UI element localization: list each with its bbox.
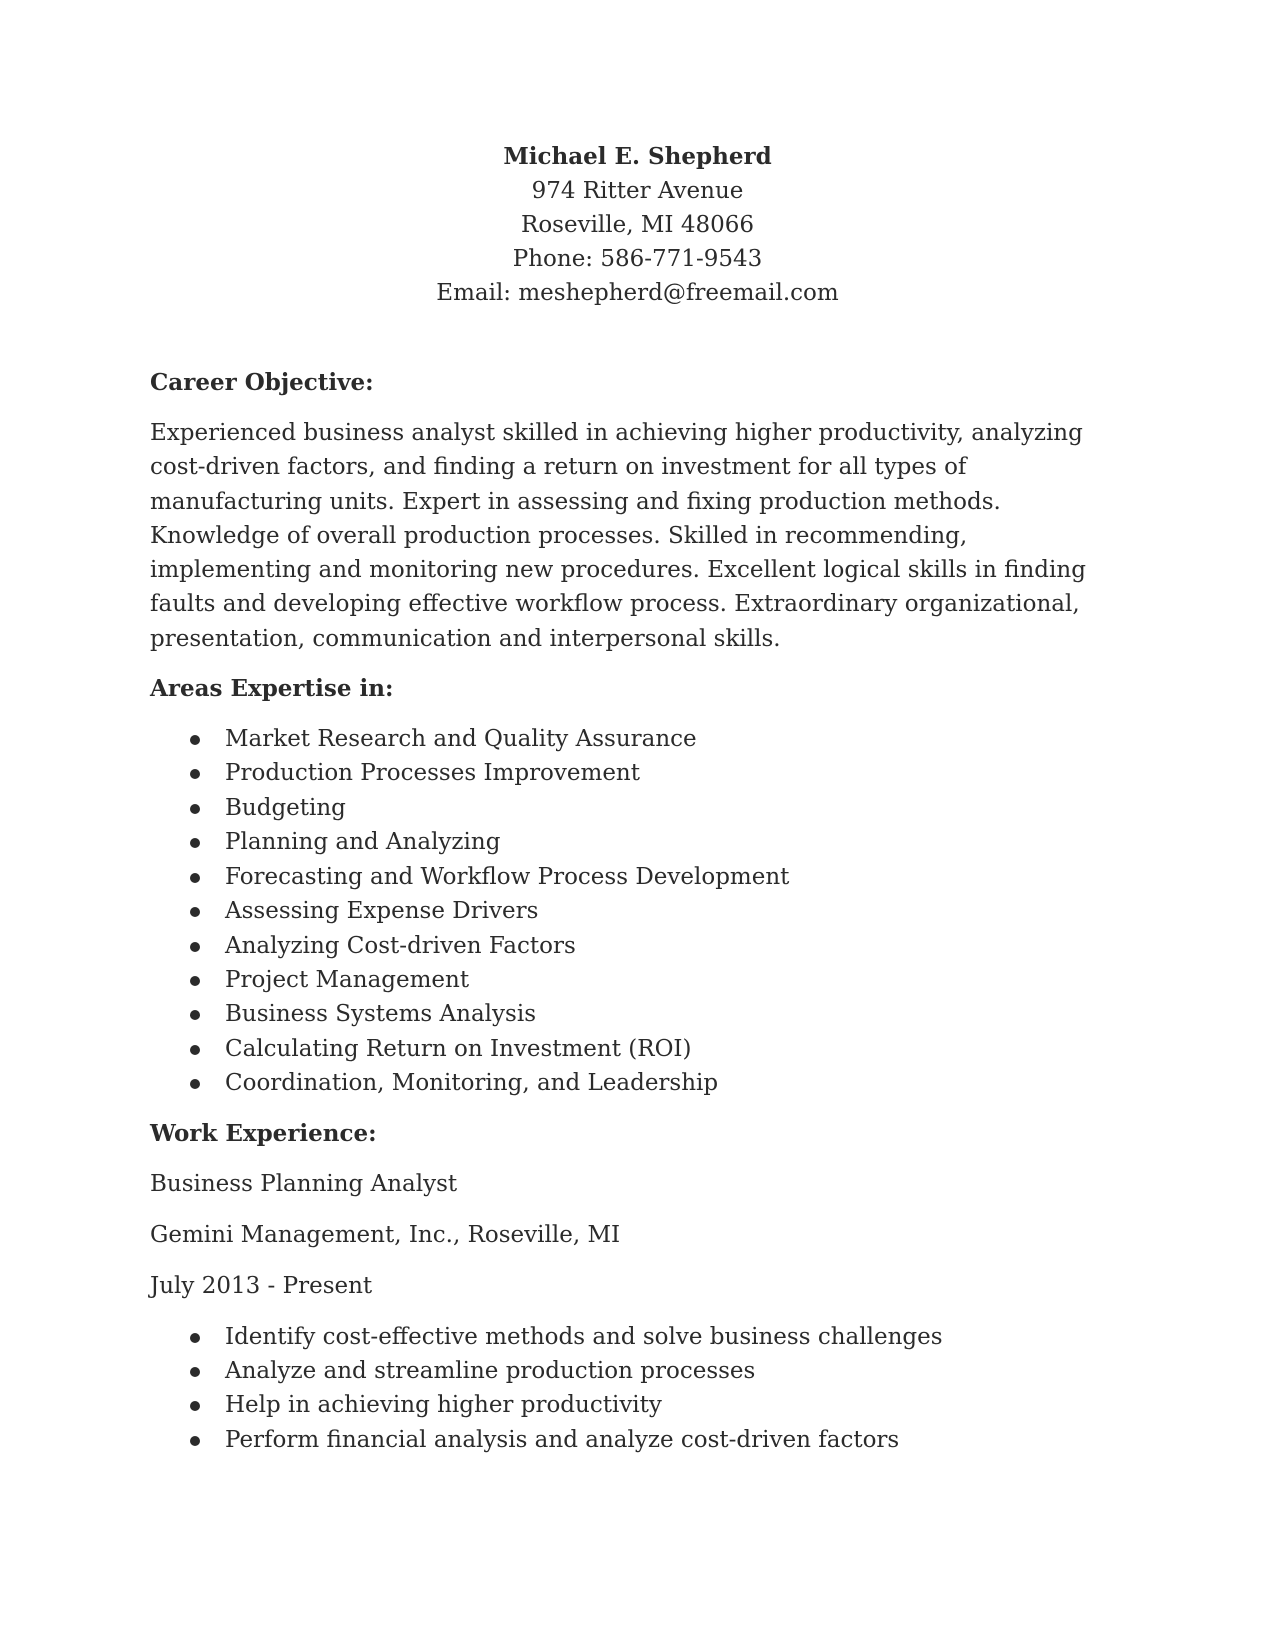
career-objective-heading: Career Objective: — [150, 369, 374, 396]
expertise-list — [150, 722, 1130, 1100]
expertise-item: Project Management — [225, 966, 470, 993]
list-item — [150, 1388, 1130, 1422]
expertise-item: Planning and Analyzing — [225, 829, 501, 856]
list-item — [150, 963, 1130, 997]
bullet-icon — [190, 1045, 200, 1055]
bullet-icon — [190, 838, 200, 848]
list-item — [150, 1032, 1130, 1066]
bullet-icon — [190, 1333, 200, 1343]
duty-item: Help in achieving higher productivity — [225, 1392, 662, 1419]
bullet-icon — [190, 804, 200, 814]
address-line-2: Roseville, MI 48066 — [521, 212, 754, 238]
duty-item: Perform financial analysis and analyze cost-driven factors — [225, 1426, 900, 1453]
list-item — [150, 756, 1130, 790]
bullet-icon — [190, 1436, 200, 1446]
expertise-item: Forecasting and Workflow Process Development — [225, 863, 790, 890]
address-line-1: 974 Ritter Avenue — [531, 178, 744, 204]
expertise-item: Assessing Expense Drivers — [225, 898, 539, 925]
list-item — [150, 825, 1130, 859]
list-item — [150, 1423, 1130, 1457]
bullet-icon — [190, 976, 200, 986]
bullet-icon — [190, 1010, 200, 1020]
bullet-icon — [190, 1401, 200, 1411]
duty-item: Identify cost-effective methods and solve business challenges — [225, 1323, 943, 1350]
job-title: Business Planning Analyst — [150, 1170, 458, 1197]
phone-line: Phone: 586-771-9543 — [512, 246, 763, 272]
bullet-icon — [190, 1367, 200, 1377]
expertise-item: Calculating Return on Investment (ROI) — [225, 1035, 692, 1062]
employment-dates: July 2013 - Present — [150, 1272, 373, 1299]
bullet-icon — [190, 769, 200, 779]
bullet-icon — [190, 1079, 200, 1089]
duty-item: Analyze and streamline production processes — [225, 1357, 756, 1384]
resume-body — [150, 366, 1130, 1473]
list-item — [150, 997, 1130, 1031]
bullet-icon — [190, 907, 200, 917]
list-item — [150, 894, 1130, 928]
bullet-icon — [190, 873, 200, 883]
career-objective-text: Experienced business analyst skilled in achieving higher productivity, analyzing cost-driven factors, and finding a return on investment for all types of manufacturing units. Expert in assessing and fixing production methods. Knowledge of overall production processes. Skilled in recommending, implementing and monitoring new procedures. Excellent logical skills in finding faults and developing effective workflow process. Extraordinary organizational, presentation, communication and interpersonal skills. — [150, 420, 1086, 652]
work-experience-heading: Work Experience: — [150, 1119, 377, 1147]
expertise-item: Market Research and Quality Assurance — [225, 726, 697, 753]
expertise-heading: Areas Expertise in: — [150, 675, 394, 703]
expertise-item: Budgeting — [225, 794, 346, 821]
list-item — [150, 1066, 1130, 1100]
company-name: Gemini Management, Inc., Roseville, MI — [150, 1221, 621, 1248]
expertise-item: Production Processes Improvement — [225, 760, 640, 787]
list-item — [150, 1320, 1130, 1354]
contact-block — [0, 140, 1275, 310]
bullet-icon — [190, 942, 200, 952]
list-item — [150, 860, 1130, 894]
expertise-item: Business Systems Analysis — [225, 1001, 536, 1028]
expertise-item: Coordination, Monitoring, and Leadership — [225, 1070, 719, 1097]
expertise-item: Analyzing Cost-driven Factors — [225, 932, 576, 959]
email-line: Email: meshepherd@freemail.com — [436, 280, 839, 306]
list-item — [150, 722, 1130, 756]
list-item — [150, 1354, 1130, 1388]
list-item — [150, 791, 1130, 825]
candidate-name: Michael E. Shepherd — [503, 143, 772, 170]
list-item — [150, 929, 1130, 963]
bullet-icon — [190, 735, 200, 745]
duties-list — [150, 1320, 1130, 1458]
